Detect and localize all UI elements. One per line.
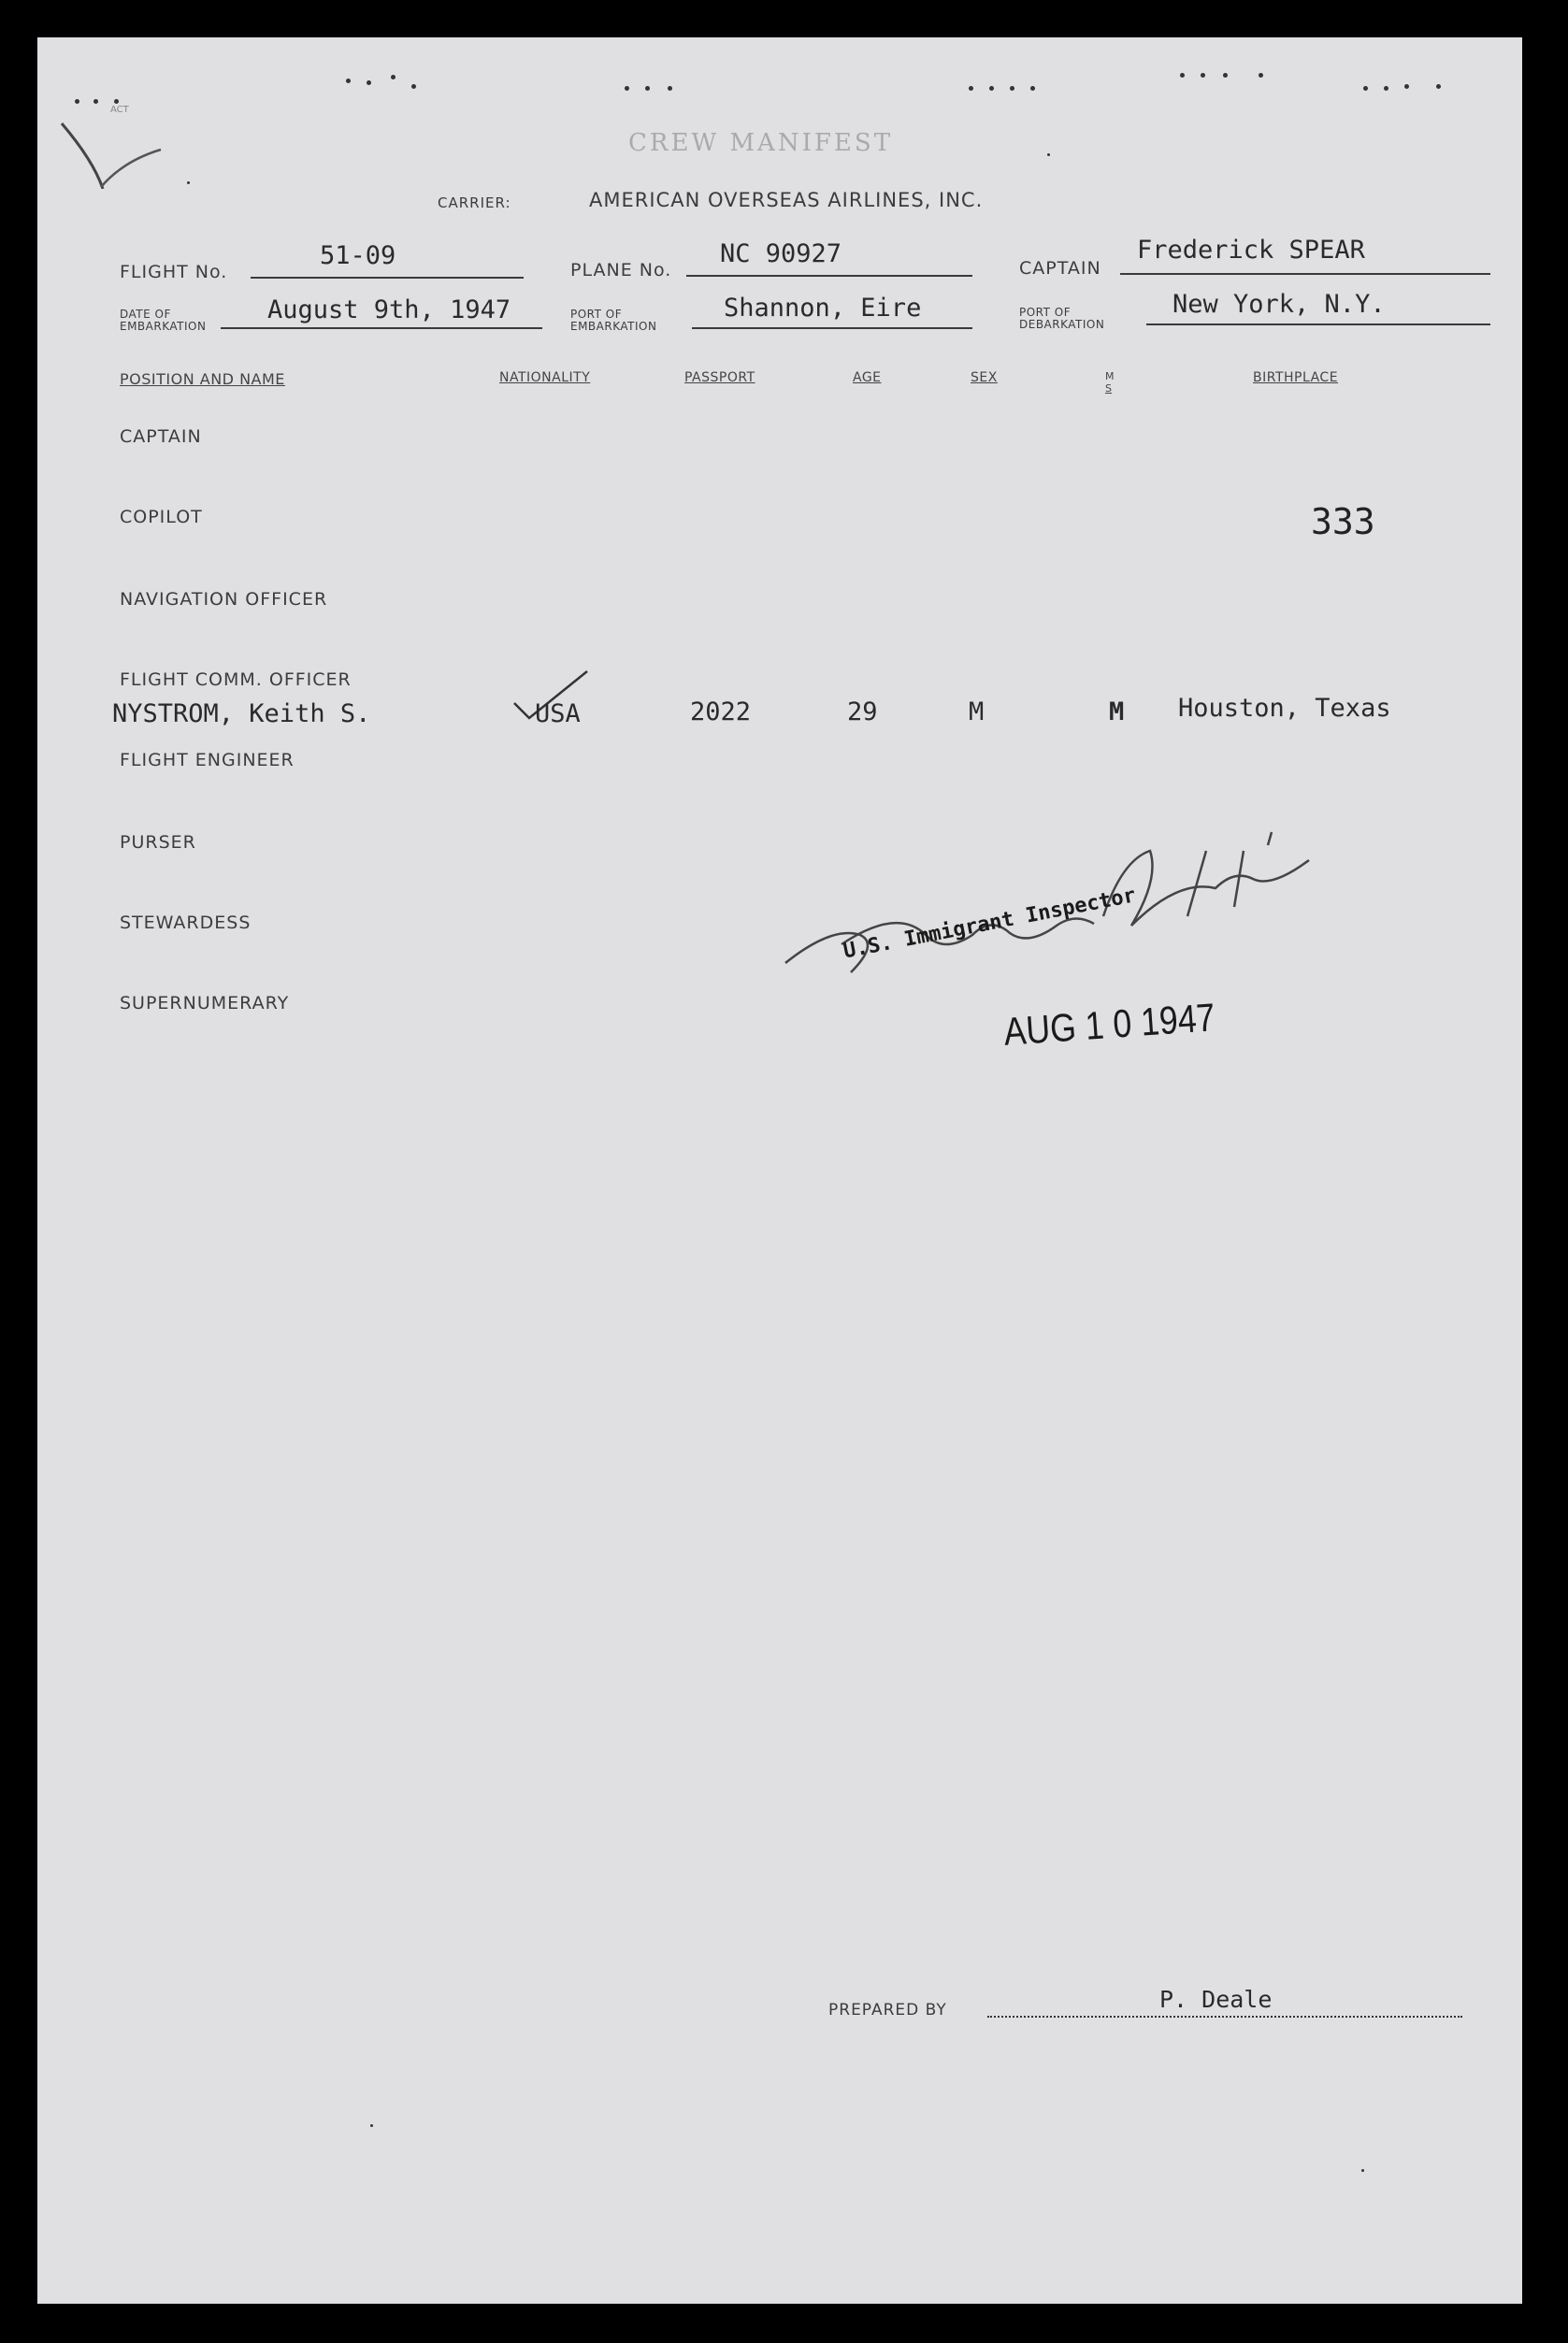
punch-dot (989, 86, 994, 91)
punch-dot (625, 86, 629, 91)
manifest-title: CREW MANIFEST (628, 129, 894, 157)
punch-dot (1030, 86, 1035, 91)
punch-dot (367, 80, 371, 85)
position-flight-comm-officer: FLIGHT COMM. OFFICER (120, 669, 352, 690)
col-sex: SEX (971, 370, 998, 385)
prepared-by-label: PREPARED BY (828, 2001, 947, 2020)
punch-dot (1223, 73, 1228, 78)
position-stewardess: STEWARDESS (120, 913, 252, 933)
prepared-by-underline (987, 2016, 1462, 2018)
punch-dot (1180, 73, 1185, 78)
position-flight-engineer: FLIGHT ENGINEER (120, 750, 295, 770)
crew-name: NYSTROM, Keith S. (112, 699, 371, 728)
crew-nationality: USA (535, 699, 581, 728)
flight-label: FLIGHT No. (120, 262, 228, 282)
prepared-by-value: P. Deale (1159, 1986, 1273, 2013)
position-captain: CAPTAIN (120, 426, 202, 447)
position-copilot: COPILOT (120, 507, 203, 527)
port-embarkation-value: Shannon, Eire (724, 294, 922, 323)
captain-value: Frederick SPEAR (1137, 236, 1365, 265)
crew-marital-status: M (1109, 697, 1125, 726)
port-embarkation-label: PORT OF EMBARKATION (570, 308, 657, 333)
position-purser: PURSER (120, 832, 196, 853)
punch-dot (1259, 73, 1263, 78)
port-debarkation-label: PORT OF DEBARKATION (1019, 306, 1105, 331)
speck (187, 181, 190, 184)
col-position-name: POSITION AND NAME (120, 370, 285, 388)
flight-value: 51-09 (320, 241, 396, 270)
col-marital-status: M S (1105, 370, 1115, 395)
position-supernumerary: SUPERNUMERARY (120, 993, 290, 1013)
date-value: August 9th, 1947 (267, 295, 511, 324)
crew-passport: 2022 (690, 697, 752, 726)
carrier-label: CARRIER: (438, 194, 511, 211)
speck (370, 2124, 373, 2127)
carrier-value: AMERICAN OVERSEAS AIRLINES, INC. (589, 189, 984, 211)
col-nationality: NATIONALITY (499, 370, 591, 385)
punch-dot (346, 79, 351, 83)
punch-dot (1201, 73, 1205, 78)
date-label: DATE OF EMBARKATION (120, 308, 207, 333)
captain-underline (1120, 273, 1490, 275)
flight-underline (251, 277, 524, 279)
crew-sex: M (969, 697, 985, 726)
col-passport: PASSPORT (684, 370, 755, 385)
inspector-title-stamp: U.S. Immigrant Inspector (842, 884, 1138, 964)
crew-birthplace: Houston, Texas (1178, 694, 1391, 723)
punch-dot (645, 86, 650, 91)
punch-dot (1384, 86, 1388, 91)
punch-dot (668, 86, 672, 91)
punch-dot (1010, 86, 1014, 91)
punch-dot (1436, 84, 1441, 89)
punch-dot (391, 75, 396, 79)
date-underline (221, 327, 542, 329)
speck (1361, 2169, 1364, 2172)
col-birthplace: BIRTHPLACE (1253, 370, 1339, 385)
punch-dot (969, 86, 973, 91)
date-stamp: AUG 1 0 1947 (1002, 995, 1216, 1054)
corner-mark: ACT (110, 105, 129, 115)
port-embarkation-underline (692, 327, 972, 329)
port-debarkation-underline (1146, 323, 1490, 325)
punch-dot (75, 99, 79, 104)
col-age: AGE (853, 370, 882, 385)
punch-dot (1404, 84, 1409, 89)
crew-age: 29 (847, 697, 878, 726)
plane-underline (686, 275, 972, 277)
speck (1047, 153, 1050, 156)
position-navigation-officer: NAVIGATION OFFICER (120, 589, 328, 610)
captain-label: CAPTAIN (1019, 258, 1101, 279)
punch-dot (94, 99, 98, 104)
plane-label: PLANE No. (570, 260, 672, 280)
manifest-page (37, 37, 1522, 2304)
corner-check-icon (56, 105, 168, 189)
port-debarkation-value: New York, N.Y. (1172, 290, 1386, 319)
punch-dot (1363, 86, 1368, 91)
punch-dot (114, 99, 119, 104)
plane-value: NC 90927 (720, 239, 842, 268)
punch-dot (411, 84, 416, 89)
page-number: 333 (1311, 501, 1375, 542)
